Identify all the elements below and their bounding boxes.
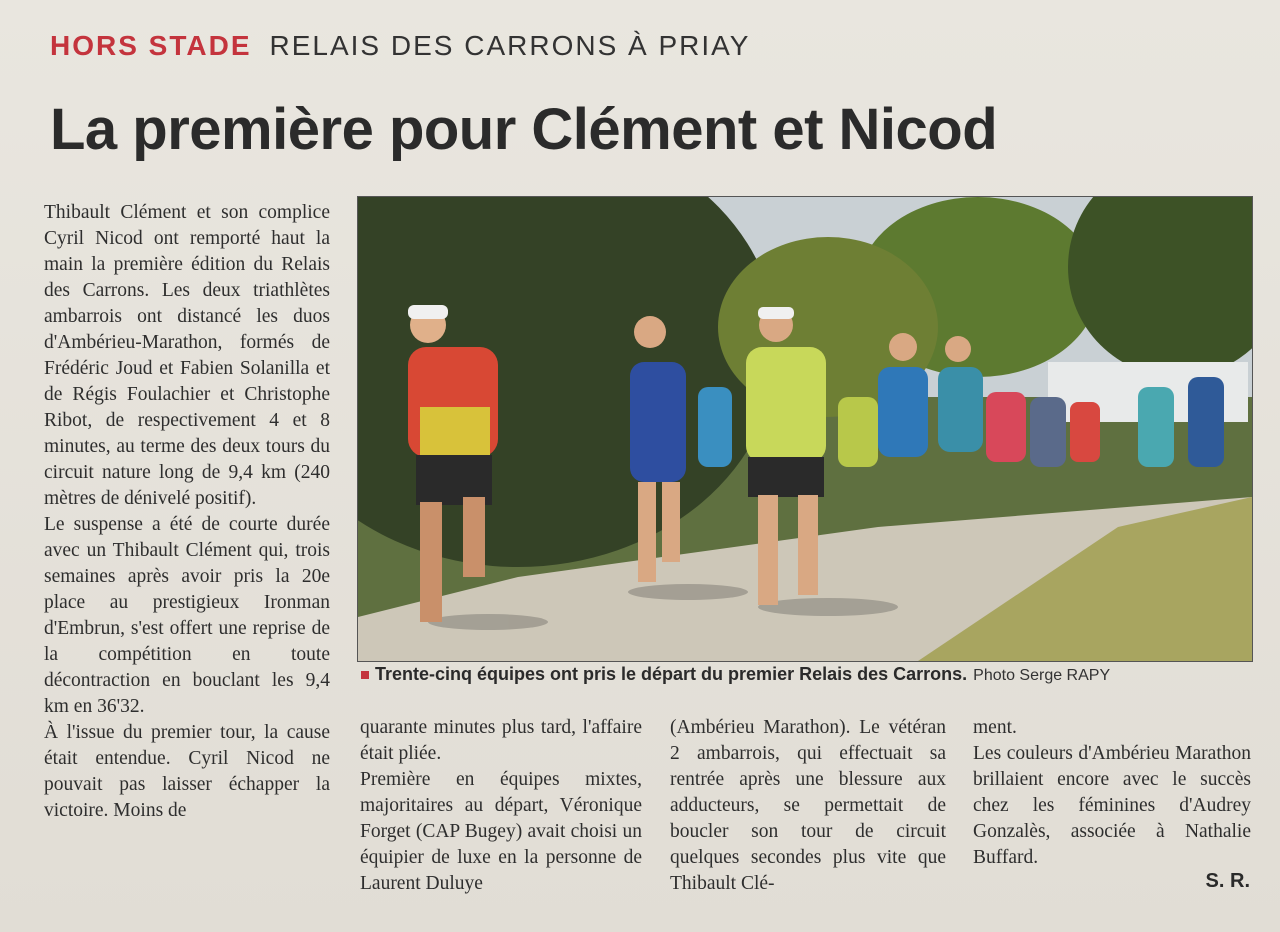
- race-photo: [357, 196, 1253, 662]
- author-signature: S. R.: [1205, 870, 1250, 892]
- article-column-1: [44, 200, 330, 824]
- topic-label: RELAIS DES CARRONS À PRIAY: [269, 30, 751, 61]
- photo-credit: Photo Serge RAPY: [973, 667, 1111, 684]
- headline: La première pour Clément et Nicod: [50, 97, 998, 162]
- paragraph: Le suspense a été de courte durée avec un Thibault Clément qui, trois semaines après avoir pris la 20e place au prestigieux Ironman d'Embrun, s'est offert une reprise de la compétition en toute décontraction en bouclant les 9,4 km en 36'32.: [44, 514, 330, 717]
- paragraph: ment.: [973, 717, 1017, 738]
- article-column-4: [973, 715, 1251, 871]
- paragraph: (Ambérieu Marathon). Le vétéran 2 ambarrois, qui effectuait sa rentrée après une blessure aux adducteurs, se permettait de boucler son tour de circuit quelques secondes plus vite que Thibault Clé-: [670, 717, 946, 894]
- paragraph: quarante minutes plus tard, l'affaire était pliée.: [360, 717, 642, 764]
- article-column-2: [360, 715, 642, 897]
- runners-illustration: [358, 197, 1252, 661]
- caption-bullet: [361, 671, 369, 679]
- paragraph: Les couleurs d'Ambérieu Marathon brillaient encore avec le succès chez les féminines d'Audrey Gonzalès, associée à Nathalie Buffard.: [973, 743, 1251, 868]
- section-label: HORS STADE: [50, 30, 252, 61]
- paragraph: Première en équipes mixtes, majoritaires au départ, Véronique Forget (CAP Bugey) avait choisi un équipier de luxe en la personne de Laurent Duluye: [360, 769, 642, 894]
- article-kicker: [50, 30, 750, 62]
- photo-caption: [361, 664, 1251, 685]
- article-column-3: [670, 715, 946, 897]
- caption-text: Trente-cinq équipes ont pris le départ du premier Relais des Carrons.: [375, 664, 968, 684]
- paragraph: À l'issue du premier tour, la cause était entendue. Cyril Nicod ne pouvait pas laisser échapper la victoire. Moins de: [44, 722, 330, 821]
- paragraph: Thibault Clément et son complice Cyril Nicod ont remporté haut la main la première édition du Relais des Carrons. Les deux triathlètes ambarrois ont distancé les duos d'Ambérieu-Marathon, formés de Frédéric Joud et Fabien Solanilla et de Régis Foulachier et Christophe Ribot, de respectivement 4 et 8 minutes, au terme des deux tours du circuit nature long de 9,4 km (240 mètres de dénivelé positif).: [44, 202, 330, 509]
